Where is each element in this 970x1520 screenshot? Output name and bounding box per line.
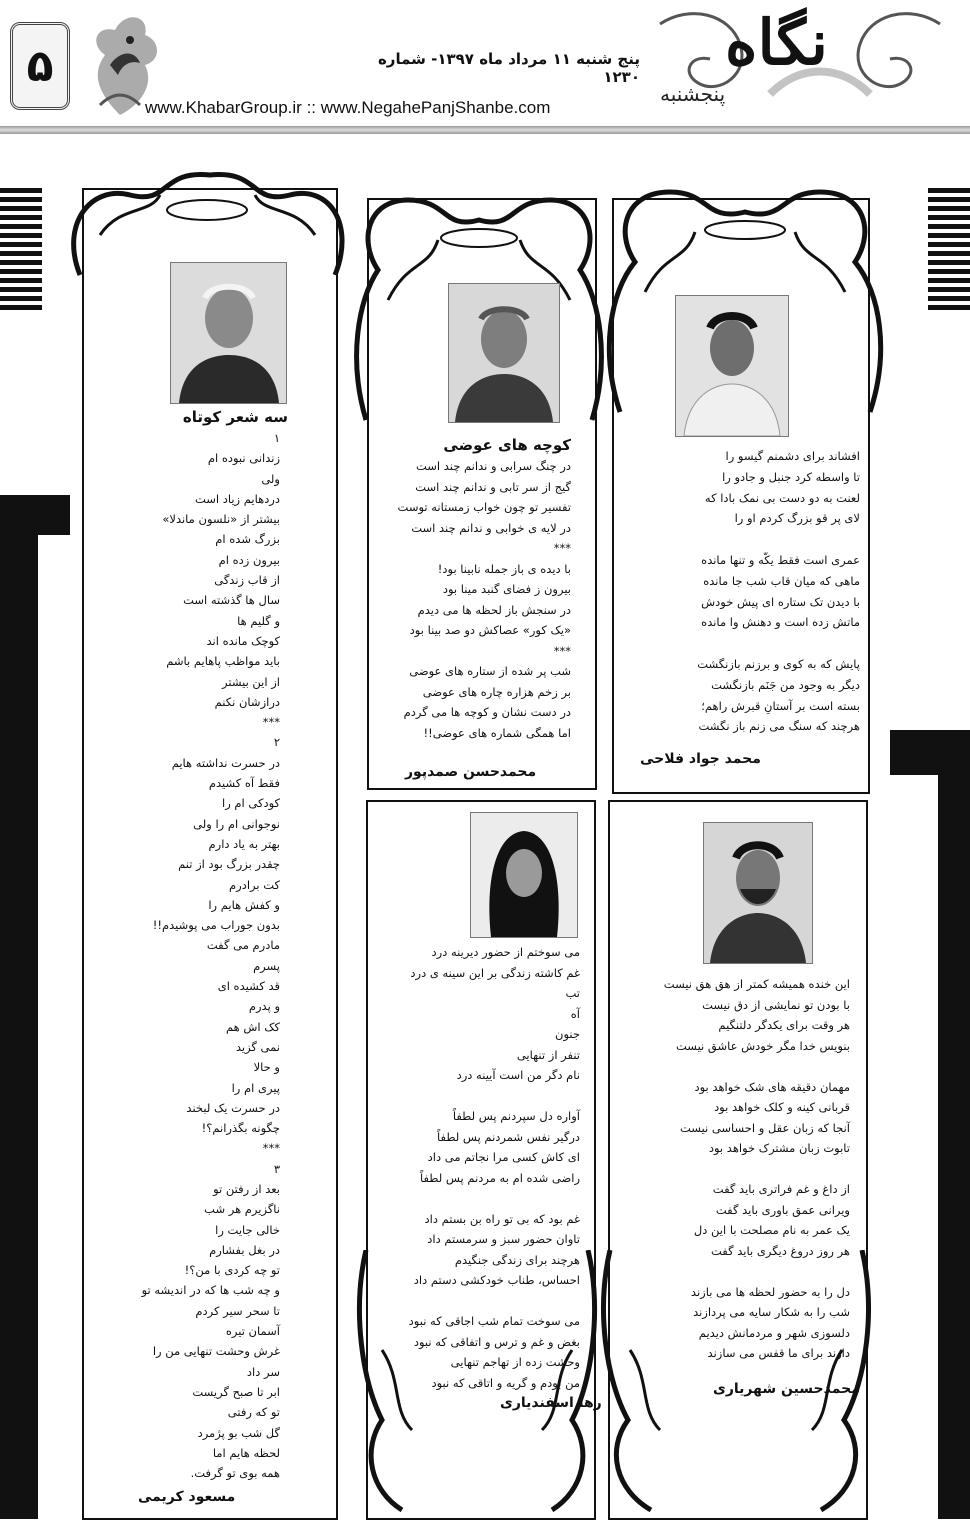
poem-line: بیرون ز فضای گنبد مینا بود bbox=[442, 582, 571, 596]
poem-line: خالی جایت را bbox=[215, 1222, 280, 1237]
poem-line: می سوخت تمام شب اجاقی که نبود bbox=[408, 1314, 580, 1328]
poem-line bbox=[380, 1188, 580, 1209]
poem-line: بغض و غم و ترس و اتفاقی که نبود bbox=[413, 1334, 580, 1349]
poem-line: تا سحر سیر کردم bbox=[195, 1303, 280, 1318]
poem-line: با دیدن تک ستاره ای پیش خودش bbox=[701, 594, 860, 609]
poem-line: غرش وحشت تنهایی من را bbox=[152, 1344, 280, 1359]
poem-line: زندانی نبوده ام bbox=[207, 451, 280, 466]
poem-line bbox=[380, 1291, 580, 1312]
right-stripe-marker bbox=[928, 188, 970, 314]
poem-line: قد کشیده ای bbox=[217, 979, 280, 994]
poem-line: احساس، طناب خودکشی دستم داد bbox=[413, 1273, 580, 1287]
poem-line: می سوختم از حضور دیرینه درد bbox=[431, 945, 580, 959]
poem-line: پسرم bbox=[253, 958, 280, 973]
poem-line: ولی bbox=[261, 471, 280, 486]
poem-line: بیرون زده ام bbox=[218, 552, 280, 567]
poem-line: تنفر از تنهایی bbox=[516, 1047, 580, 1062]
poem-line: با دیده ی باز جمله نابینا بود! bbox=[437, 561, 571, 576]
poem-line: هر وقت برای یکدگر دلتنگیم bbox=[718, 1018, 850, 1032]
poem-line: مهمان دقیقه های شک خواهد بود bbox=[694, 1079, 850, 1094]
poem-line: هر روز دروغ دیگری باید گفت bbox=[711, 1243, 850, 1258]
poem-line: لعنت به دو دست بی نمک بادا که bbox=[704, 490, 860, 505]
poem-line: در سنجش باز لحظه ها می دیدم bbox=[417, 602, 571, 617]
poem-line bbox=[630, 529, 860, 550]
author-masoud-karimi: مسعود کریمی bbox=[138, 1489, 236, 1505]
person-silhouette-icon bbox=[704, 823, 812, 963]
poem-line: من بودم و گریه و اتاقی که نبود bbox=[431, 1375, 580, 1390]
poem-line bbox=[380, 1086, 580, 1107]
poem-line: دارند برای ما قفس می سازند bbox=[707, 1346, 850, 1360]
poem-line: درازشان نکنم bbox=[214, 694, 280, 709]
poem-line: غم کاشته زندگی بر این سینه ی درد bbox=[410, 965, 580, 980]
portrait-mohammad-javad-fallahi bbox=[675, 295, 789, 437]
poem-line: از قاب زندگی bbox=[214, 573, 280, 588]
poem-line: ۱ bbox=[273, 431, 280, 445]
poem-line: نوجوانی ام را ولی bbox=[193, 816, 280, 831]
poem-line: باید مواظب پاهایم باشم bbox=[166, 654, 280, 669]
poem-line: ماتش زده است و دهنش وا مانده bbox=[701, 615, 860, 630]
page-number: ۵ bbox=[10, 22, 70, 110]
poem-line: *** bbox=[262, 1141, 280, 1156]
poem-line: پیری ام را bbox=[231, 1080, 280, 1095]
portrait-raha-esfandiari bbox=[470, 812, 578, 938]
poem-line: فقط آه کشیدم bbox=[208, 776, 280, 791]
person-silhouette-icon bbox=[676, 296, 788, 436]
poem-title-left: سه شعر کوتاه bbox=[182, 408, 288, 426]
poem-line: تاوان حضور سبز و سرمستم داد bbox=[427, 1232, 580, 1246]
poem-line: سر داد bbox=[246, 1364, 280, 1379]
poem-line: اما همگی شماره های عوضی!! bbox=[423, 725, 571, 740]
poem-line: و کفش هایم را bbox=[208, 897, 280, 912]
poem-line: و گلیم ها bbox=[237, 613, 280, 628]
poem-line: و پدرم bbox=[248, 999, 280, 1014]
poem-line: ۳ bbox=[273, 1161, 280, 1176]
poem-line: مادرم می گفت bbox=[206, 938, 280, 953]
poem-line: دردهایم زیاد است bbox=[194, 491, 280, 506]
poem-line: عمری است فقط یکّه و تنها مانده bbox=[701, 552, 860, 567]
poem-line: از داغ و غم فراتری باید گفت bbox=[712, 1182, 850, 1196]
poem-line: چگونه بگذرانم؟! bbox=[201, 1121, 280, 1136]
author-mohammad-javad-fallahi: محمد جواد فلاحی bbox=[640, 751, 761, 767]
poem-line: این خنده همیشه کمتر از هق هق نیست bbox=[663, 977, 850, 991]
poem-line: دلسوزی شهر و مردمانش دیدیم bbox=[698, 1325, 850, 1340]
poem-body-mid-bottom bbox=[380, 942, 580, 1393]
poem-line: آواره دل سپردنم پس لطفاً bbox=[452, 1109, 580, 1123]
poem-body-right-top bbox=[630, 446, 860, 737]
poem-line: ویرانی عمق باوری باید گفت bbox=[715, 1202, 850, 1217]
poem-line: بعد از رفتن تو bbox=[213, 1181, 280, 1196]
poem-body-mid-top bbox=[375, 456, 571, 743]
poem-line: چقدر بزرگ بود از تنم bbox=[178, 857, 280, 872]
person-silhouette-icon bbox=[171, 263, 286, 403]
poem-line: در بغل بفشارم bbox=[209, 1242, 280, 1257]
site-urls[interactable]: www.KhabarGroup.ir :: www.NegahePanjShanbe.com bbox=[145, 98, 551, 117]
poem-line: در لایه ی خوابی و ندانم چند است bbox=[411, 520, 571, 535]
poem-line: ناگزیرم هر شب bbox=[204, 1202, 280, 1217]
poem-line: راضی شده ام به مردنم پس لطفاً bbox=[419, 1170, 580, 1185]
poem-line: *** bbox=[553, 643, 571, 658]
left-bar-inset bbox=[38, 535, 70, 1519]
poem-line: تفسیر تو چون خواب زمستانه توست bbox=[397, 500, 571, 514]
poem-line: شب را به شکار سایه می پردازند bbox=[693, 1305, 850, 1319]
poem-line: بهتر به یاد دارم bbox=[208, 836, 280, 851]
poem-line: ابر تا صبح گریست bbox=[192, 1384, 280, 1399]
poem-line: کک اش هم bbox=[225, 1019, 280, 1034]
poem-line: قربانی کینه و کلک خواهد بود bbox=[714, 1100, 850, 1114]
poem-line: جنون bbox=[555, 1027, 580, 1041]
poem-line: *** bbox=[262, 715, 280, 730]
poem-line bbox=[630, 633, 860, 654]
poem-line: آسمان تیره bbox=[225, 1324, 280, 1339]
poem-line: «یک کور» عصاکش دو صد بینا بود bbox=[409, 623, 571, 637]
author-raha-esfandiari: رها اسفندیاری bbox=[500, 1395, 602, 1411]
poem-line: *** bbox=[553, 541, 571, 555]
poem-line: با بودن تو نمایشی از دق نیست bbox=[702, 997, 850, 1012]
person-silhouette-icon bbox=[449, 284, 559, 422]
poem-line: تو چه کردی با من؟! bbox=[184, 1263, 280, 1278]
poem-line: بیشتر از «نلسون ماندلا» bbox=[162, 512, 280, 527]
poem-line: و چه شب ها که در اندیشه تو bbox=[141, 1283, 280, 1298]
poem-line: ماهی که میان قاب شب جا مانده bbox=[703, 573, 860, 588]
masthead-title: نگاه bbox=[725, 6, 828, 79]
poem-body-left bbox=[92, 428, 280, 1483]
author-mohammadhossein-shahriari: محمدحسین شهریاری bbox=[713, 1381, 860, 1397]
poem-line: گل شب بو پژمرد bbox=[197, 1425, 280, 1440]
poem-line: یک عمر به نام مصلحت با این دل bbox=[693, 1223, 850, 1237]
person-silhouette-icon bbox=[471, 813, 577, 937]
poem-title-mid-top: کوچه های عوضی bbox=[443, 436, 571, 454]
right-bar-inset bbox=[890, 775, 938, 1519]
poem-line: ۲ bbox=[273, 735, 280, 750]
poem-line: تب bbox=[565, 986, 580, 1000]
page-header bbox=[0, 0, 970, 140]
poem-line: از این بیشتر bbox=[222, 674, 280, 689]
poem-line: هرچند برای زندگی جنگیدم bbox=[454, 1252, 580, 1267]
masthead-logo bbox=[650, 4, 950, 122]
masthead-subtitle: پنجشنبه bbox=[660, 82, 726, 106]
poem-line: دیگر به وجود من جَنَم بازنگشت bbox=[711, 677, 860, 692]
poem-line: آه bbox=[570, 1006, 580, 1021]
portrait-mohammadhasan-samadpour bbox=[448, 283, 560, 423]
poem-line: بسته است بر آستانِ قبرش راهم؛ bbox=[701, 698, 860, 713]
left-stripe-marker bbox=[0, 188, 42, 314]
poem-line: بنویس خدا مگر خودش عاشق نیست bbox=[676, 1038, 850, 1053]
poem-line: کت برادرم bbox=[229, 877, 280, 892]
poem-line: در دست نشان و کوچه ها می گردم bbox=[403, 705, 571, 719]
portrait-masoud-karimi bbox=[170, 262, 287, 404]
poem-line: لای پر قو بزرگ کردم او را bbox=[734, 511, 860, 526]
issue-date-line: پنج شنبه ۱۱ مرداد ماه ۱۳۹۷- شماره ۱۲۳۰ bbox=[377, 50, 640, 86]
poem-line bbox=[622, 1159, 850, 1180]
poem-line: در حسرت یک لبخند bbox=[186, 1100, 280, 1115]
poem-line bbox=[622, 1056, 850, 1077]
poem-line: نام دگر من است آیینه درد bbox=[456, 1068, 580, 1082]
poem-line: در حسرت نداشته هایم bbox=[171, 755, 280, 770]
poem-line: وحشت زده از تهاجم تنهایی bbox=[450, 1355, 580, 1369]
poem-line: دل را به حضور لحظه ها می بازند bbox=[690, 1284, 850, 1299]
poem-line: کوچک مانده اند bbox=[206, 633, 280, 648]
poem-line: ای کاش کسی مرا نجاتم می داد bbox=[427, 1150, 580, 1164]
poem-line: شب پر شده از ستاره های عوضی bbox=[409, 664, 571, 678]
poem-line: آنجا که زبان عقل و احساسی نیست bbox=[679, 1120, 850, 1135]
poem-line: تابوت زبان مشترک خواهد بود bbox=[708, 1141, 850, 1155]
poem-line: بدون جوراب می پوشیدم!! bbox=[152, 918, 280, 933]
poem-line: بزرگ شده ام bbox=[215, 532, 280, 547]
header-divider bbox=[0, 126, 970, 134]
author-mohammadhasan-samadpour: محمدحسن صمدپور bbox=[405, 764, 537, 780]
poem-line: بر زخم هزاره چاره های عوضی bbox=[422, 684, 571, 699]
poem-line: هرچند که سنگ می زنم باز نگشت bbox=[698, 719, 860, 734]
poem-line: تا واسطه کرد جنبل و جادو را bbox=[722, 469, 860, 484]
poem-line: کودکی ام را bbox=[222, 796, 280, 811]
poem-line: گیج از سر تابی و ندانم چند است bbox=[415, 479, 571, 494]
poem-line: نمی گزید bbox=[235, 1039, 280, 1054]
poem-line: همه بوی تو گرفت. bbox=[190, 1466, 280, 1481]
poem-line: و حالا bbox=[253, 1060, 280, 1075]
portrait-mohammadhossein-shahriari bbox=[703, 822, 813, 964]
poem-body-right-bottom bbox=[622, 974, 850, 1364]
poem-line: در چنگ سرابی و ندانم چند است bbox=[415, 459, 571, 473]
poem-line: غم بود که بی تو راه بن بستم داد bbox=[424, 1211, 580, 1226]
poem-line: پایش که به کوی و برزنم بازنگشت bbox=[697, 656, 860, 671]
poem-line: افشاند برای دشمنم گیسو را bbox=[725, 449, 860, 463]
poem-line bbox=[622, 1261, 850, 1282]
poem-line: درگیر نفس شمردنم پس لطفاً bbox=[437, 1129, 580, 1144]
poem-line: تو که رفتی bbox=[227, 1405, 280, 1420]
poem-line: لحظه هایم اما bbox=[212, 1445, 280, 1460]
poem-line: سال ها گذشته است bbox=[183, 593, 280, 608]
